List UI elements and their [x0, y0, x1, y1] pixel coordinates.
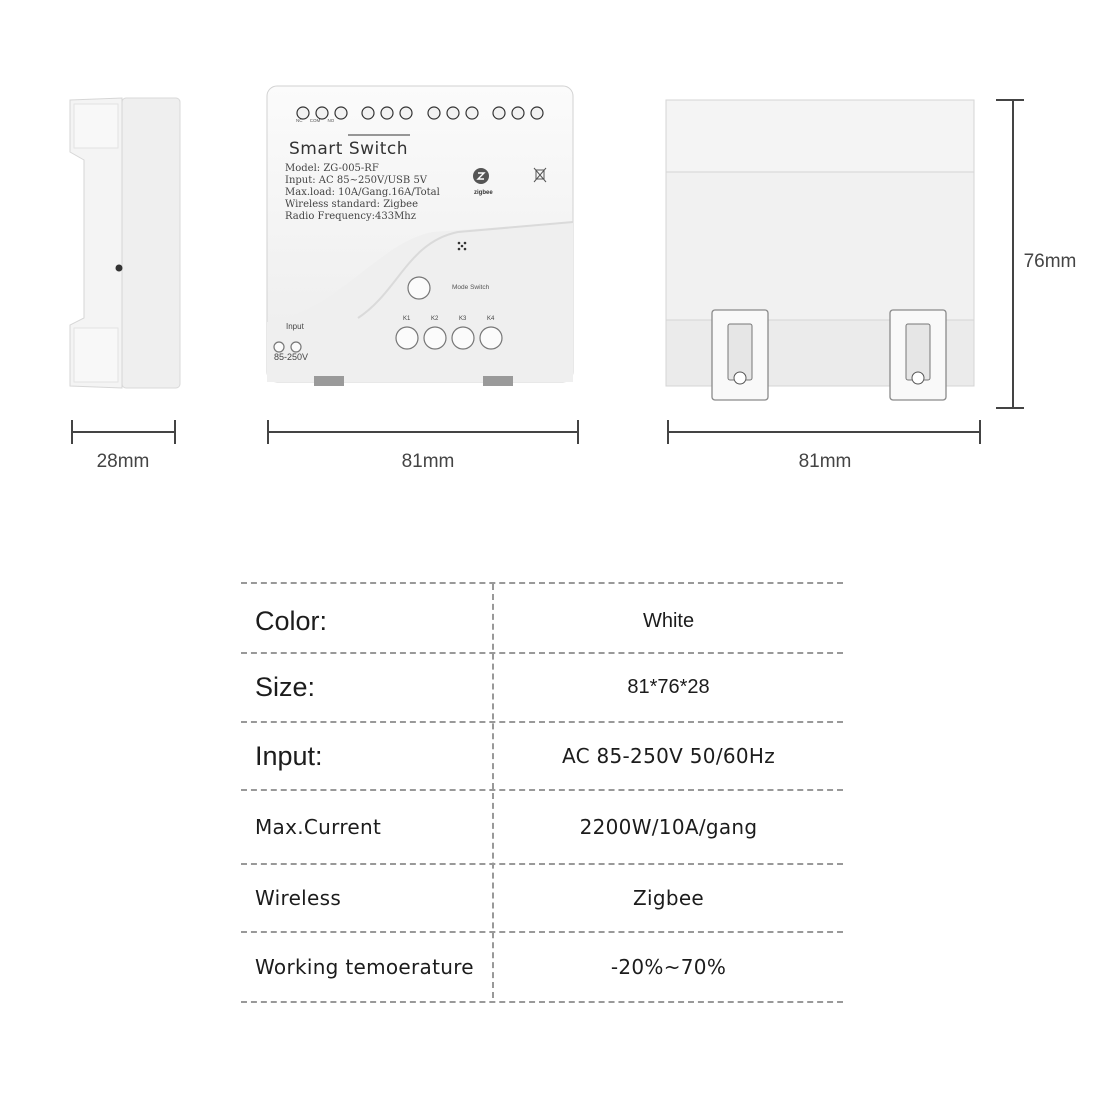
- spec-key: Size:: [255, 672, 316, 702]
- spec-row: [241, 789, 843, 863]
- spec-value: -20%~70%: [610, 955, 727, 979]
- spec-key: Wireless: [255, 886, 342, 910]
- device-spec-line: Max.load: 10A/Gang.16A/Total: [285, 187, 440, 198]
- key-label: K4: [487, 316, 495, 322]
- spec-value: Zigbee: [632, 886, 705, 910]
- spec-table: [241, 582, 843, 1003]
- spec-key: Max.Current: [255, 815, 382, 839]
- spec-key: Input:: [255, 740, 323, 771]
- terminal-label: COM: [309, 118, 321, 123]
- zigbee-logo-text: zigbee: [474, 190, 493, 196]
- device-spec-line: Model: ZG-005-RF: [285, 163, 379, 174]
- spec-value: 2200W/10A/gang: [579, 815, 758, 839]
- spec-key: Working temoerature: [255, 955, 474, 979]
- spec-row: [241, 582, 843, 652]
- input-voltage-label: 85-250V: [274, 352, 309, 362]
- key-label: K3: [459, 316, 467, 322]
- spec-row: [241, 652, 843, 721]
- device-spec-line: Wireless standard: Zigbee: [285, 199, 418, 210]
- device-spec-line: Radio Frequency:433Mhz: [285, 211, 417, 222]
- spec-row: [241, 863, 843, 931]
- spec-value: AC 85-250V 50/60Hz: [561, 744, 776, 768]
- input-label: Input: [286, 322, 304, 331]
- key-label: K1: [403, 316, 411, 322]
- terminal-label: NC: [296, 118, 303, 123]
- spec-row: [241, 931, 843, 1003]
- device-title: Smart Switch: [289, 139, 409, 159]
- spec-key: Color:: [255, 605, 328, 636]
- back-width-label: 81mm: [798, 451, 852, 472]
- height-label: 76mm: [1023, 251, 1077, 272]
- side-width-label: 28mm: [96, 451, 150, 472]
- dimension-lines: [0, 0, 1100, 480]
- spec-row: [241, 721, 843, 789]
- spec-value: White: [642, 609, 695, 632]
- spec-table-divider: [492, 584, 494, 998]
- device-spec-line: Input: AC 85~250V/USB 5V: [285, 175, 428, 186]
- front-width-label: 81mm: [401, 451, 455, 472]
- spec-value: 81*76*28: [627, 676, 710, 698]
- terminal-label: NO: [327, 118, 335, 123]
- mode-switch-label: Mode Switch: [452, 284, 490, 291]
- key-label: K2: [431, 316, 439, 322]
